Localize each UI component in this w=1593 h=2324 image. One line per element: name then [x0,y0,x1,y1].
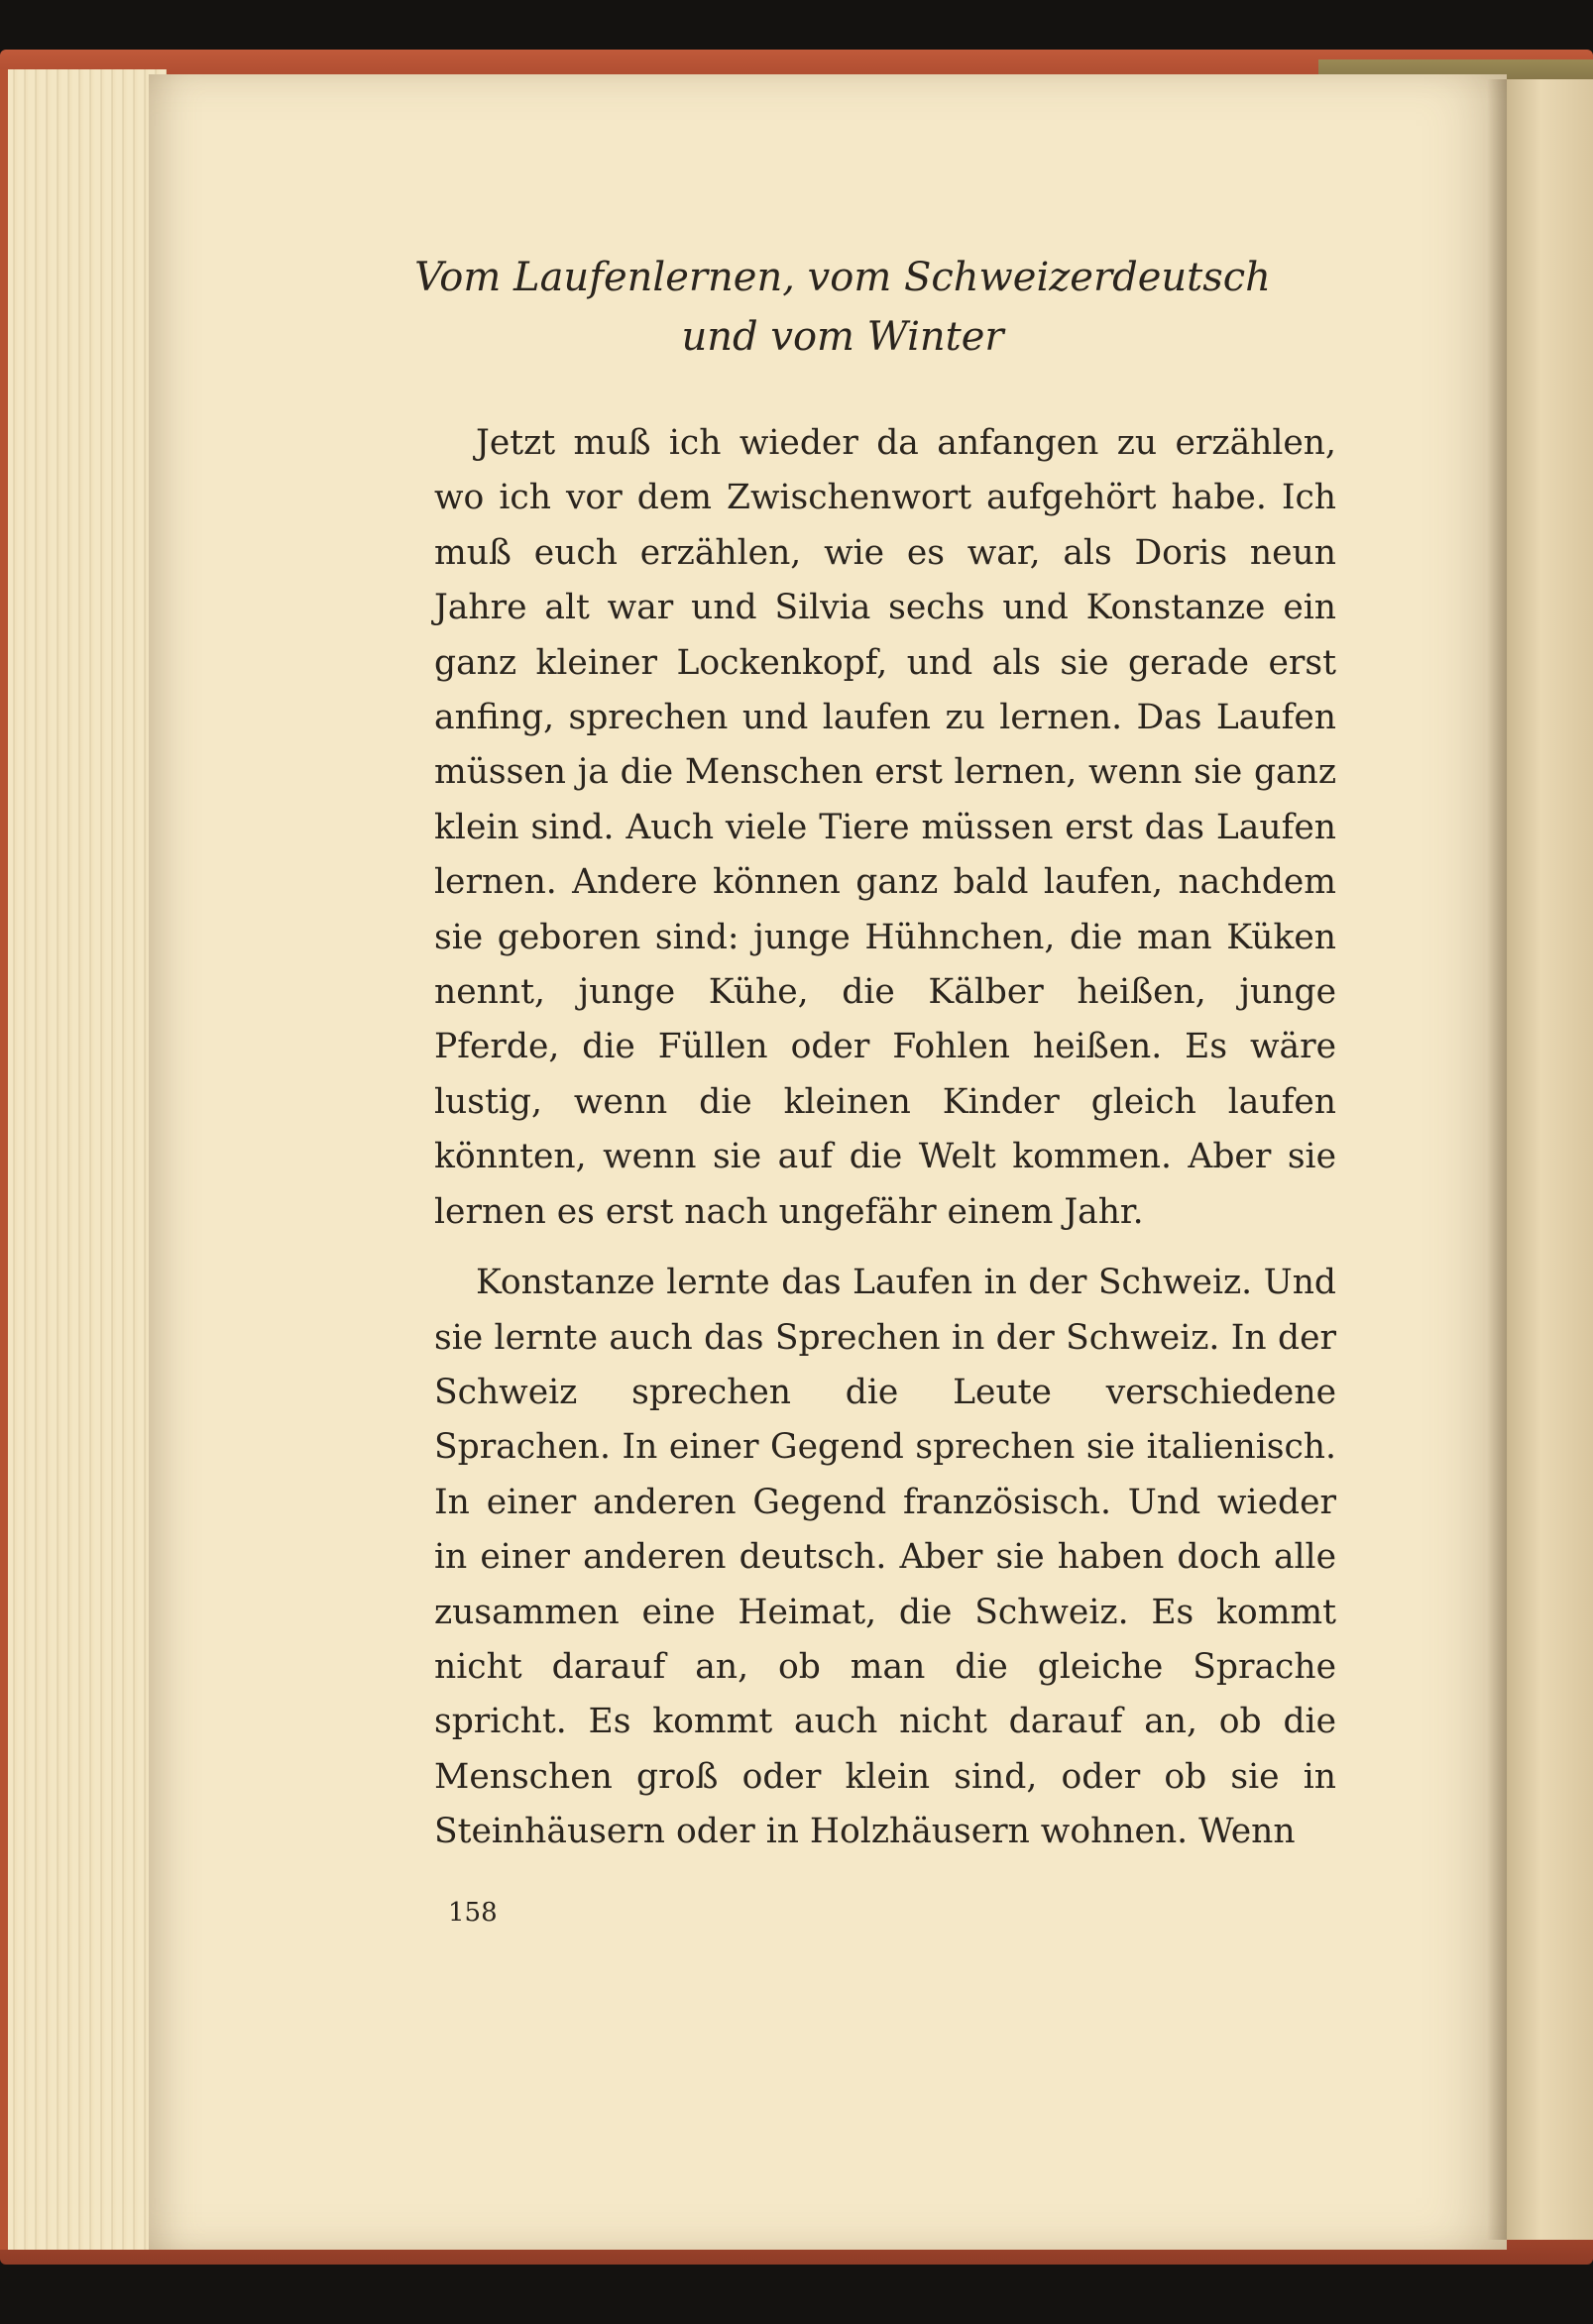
gutter-shadow [1487,79,1507,2240]
paragraph: Jetzt muß ich wieder da anfangen zu erzählen, wo ich vor dem Zwischenwort aufgehört habe. Ich muß euch erzählen, wie es war, als Doris neun Jahre alt war und Silvia sechs und Konstanze ein ganz kleiner Lockenkopf, und als sie gerade erst anfing, sprechen und laufen zu lernen. Das Laufen müssen ja die Menschen erst lernen, wenn sie ganz klein sind. Auch viele Tiere müssen erst das Laufen lernen. Andere können ganz bald laufen, nachdem sie geboren sind: junge Hühnchen, die man Küken nennt, junge Kühe, die Kälber heißen, junge Pferde, die Füllen oder Fohlen heißen. Es wäre lustig, wenn die kleinen Kinder gleich laufen könnten, wenn sie auf die Welt kommen. Aber sie lernen es erst nach ungefähr einem Jahr. [434,423,1336,1232]
facing-page-edge [1502,79,1593,2240]
body-text [434,416,1336,1876]
chapter-title-line-1: Vom Laufenlernen, vom Schweizerdeutsch [414,255,1271,300]
paragraph: Konstanze lernte das Laufen in der Schweiz. Und sie lernte auch das Sprechen in der Schweiz. In der Schweiz sprechen die Leute verschiedene Sprachen. In einer Gegend sprechen sie italienisch. In einer anderen Gegend französisch. Und wieder in einer anderen deutsch. Aber sie haben doch alle zusammen eine Heimat, die Schweiz. Es kommt nicht darauf an, ob man die gleiche Sprache spricht. Es kommt auch nicht darauf an, ob die Menschen groß oder klein sind, oder ob sie in Steinhäusern oder in Holzhäusern wohnen. Wenn [434,1263,1336,1852]
page-stack-edges [0,69,167,2250]
page-number: 158 [448,1898,498,1928]
chapter-heading [297,248,1388,367]
chapter-title-line-2: und vom Winter [681,314,1004,360]
